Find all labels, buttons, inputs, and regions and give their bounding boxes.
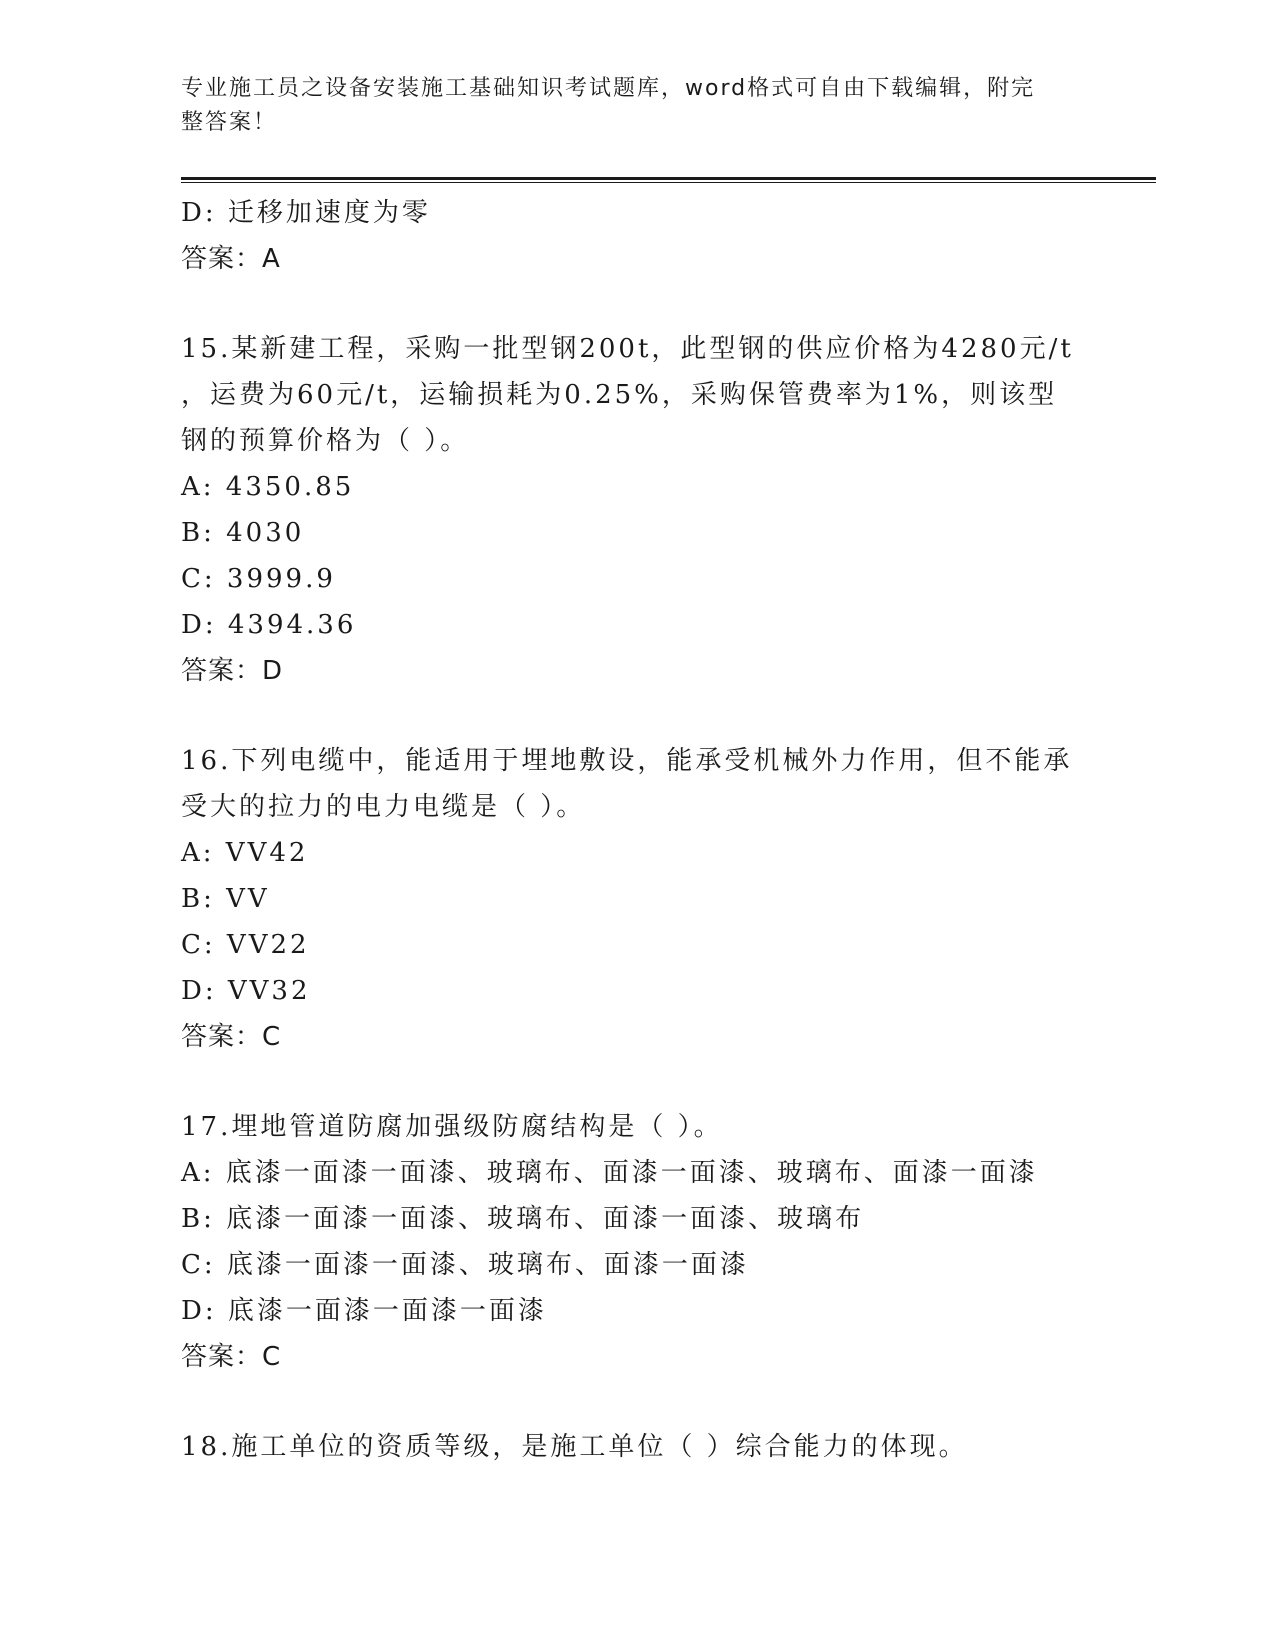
previous-question-tail xyxy=(181,190,1081,282)
answer-line: 答案：A xyxy=(181,244,281,274)
option-c: C: 3999.9 xyxy=(181,564,336,594)
answer-line: 答案：D xyxy=(181,656,284,686)
stem-line: ，运费为60元/t，运输损耗为0.25%，采购保管费率为1%，则该型 xyxy=(181,380,1058,410)
question-gap xyxy=(181,1380,1081,1424)
stem-line: 受大的拉力的电力电缆是（ ）。 xyxy=(181,792,586,822)
option-b: B: 4030 xyxy=(181,518,305,548)
option-d: D: 底漆一面漆一面漆一面漆 xyxy=(181,1296,547,1326)
stem-line: 17.埋地管道防腐加强级防腐结构是（ ）。 xyxy=(181,1112,723,1142)
option-d: D: 迁移加速度为零 xyxy=(181,198,431,228)
question-stem xyxy=(181,1104,1081,1150)
answer-line: 答案：C xyxy=(181,1022,282,1052)
question-17 xyxy=(181,1104,1081,1380)
question-list xyxy=(181,190,1081,1470)
option-a: A: 4350.85 xyxy=(181,472,355,502)
option-c: C: VV22 xyxy=(181,930,310,960)
stem-line: 16.下列电缆中，能适用于埋地敷设，能承受机械外力作用，但不能承 xyxy=(181,746,1073,776)
stem-line: 18.施工单位的资质等级，是施工单位（ ）综合能力的体现。 xyxy=(181,1432,968,1462)
stem-line: 钢的预算价格为（ ）。 xyxy=(181,426,470,456)
question-stem xyxy=(181,1424,1081,1470)
question-stem xyxy=(181,738,1081,830)
option-b: B: VV xyxy=(181,884,270,914)
question-15 xyxy=(181,326,1081,694)
question-gap xyxy=(181,282,1081,326)
answer-line: 答案：C xyxy=(181,1342,282,1372)
question-18 xyxy=(181,1424,1081,1470)
header-divider-thin xyxy=(181,182,1156,183)
stem-line: 15.某新建工程，采购一批型钢200t，此型钢的供应价格为4280元/t xyxy=(181,334,1074,364)
document-header xyxy=(181,72,1061,140)
header-line-2: 整答案！ xyxy=(181,110,278,135)
header-divider-thick xyxy=(181,177,1156,180)
question-gap xyxy=(181,1060,1081,1104)
question-16 xyxy=(181,738,1081,1060)
question-stem xyxy=(181,326,1081,464)
question-gap xyxy=(181,694,1081,738)
option-a: A: 底漆一面漆一面漆、玻璃布、面漆一面漆、玻璃布、面漆一面漆 xyxy=(181,1158,1038,1188)
header-line-1: 专业施工员之设备安装施工基础知识考试题库，word格式可自由下载编辑，附完 xyxy=(181,76,1036,101)
option-d: D: VV32 xyxy=(181,976,311,1006)
option-c: C: 底漆一面漆一面漆、玻璃布、面漆一面漆 xyxy=(181,1250,749,1280)
option-b: B: 底漆一面漆一面漆、玻璃布、面漆一面漆、玻璃布 xyxy=(181,1204,865,1234)
option-d: D: 4394.36 xyxy=(181,610,357,640)
option-a: A: VV42 xyxy=(181,838,309,868)
